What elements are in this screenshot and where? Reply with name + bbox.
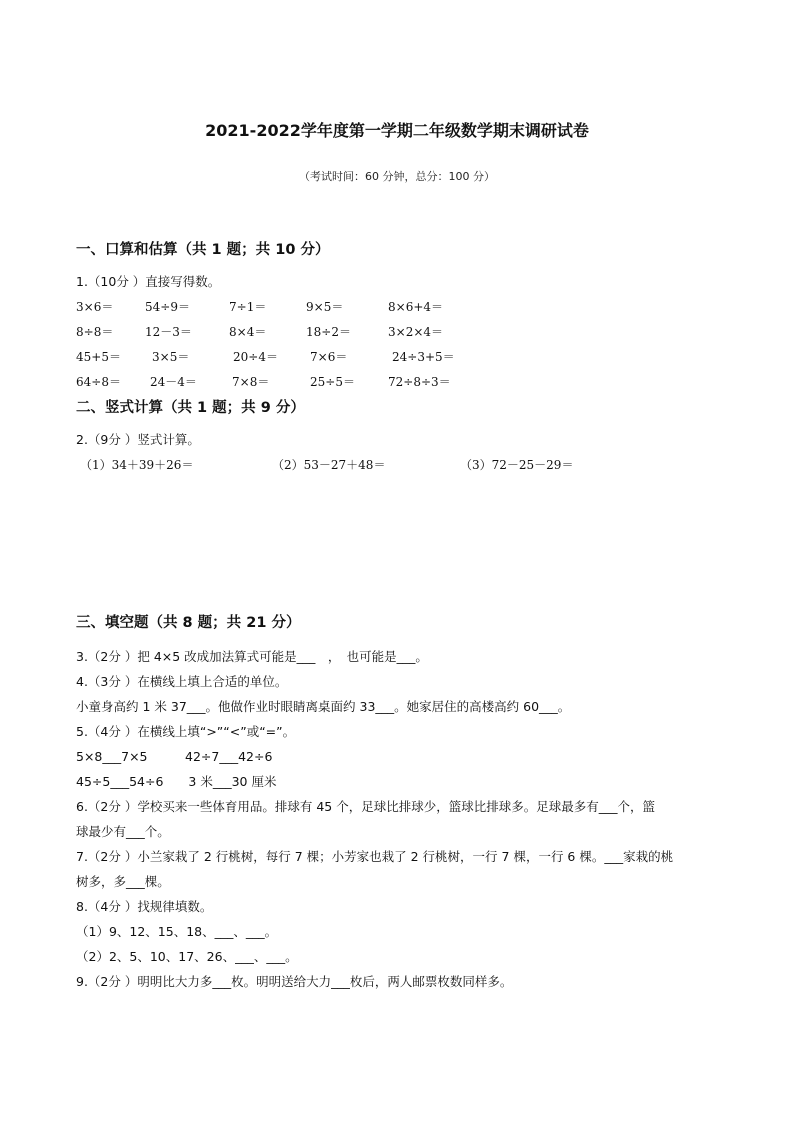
math-problem: 45+5＝ [76, 350, 121, 364]
fill-line: （1）9、12、15、18、___、___。 [76, 924, 278, 939]
math-problem: 20÷4＝ [233, 350, 278, 364]
math-problem: 8×6+4＝ [388, 300, 444, 314]
fill-line: 球最少有___个。 [76, 824, 170, 839]
math-problem: 3×5＝ [152, 350, 190, 364]
fill-line: 7.（2分 ）小兰家栽了 2 行桃树，每行 7 棵；小芳家也栽了 2 行桃树，一行 7 棵，一行 6 棵。___家栽的桃 [76, 849, 674, 864]
section-heading-1: 一、口算和估算（共 1 题；共 10 分） [76, 242, 330, 258]
fill-line: 树多，多___棵。 [76, 874, 170, 889]
fill-line: 3.（2分 ）把 4×5 改成加法算式可能是___ ， 也可能是___。 [76, 649, 428, 664]
section-heading-3: 三、填空题（共 8 题；共 21 分） [76, 615, 301, 631]
fill-line: 9.（2分 ）明明比大力多___枚。明明送给大力___枚后，两人邮票枚数同样多。 [76, 974, 513, 989]
question-2-prompt: 2.（9分 ）竖式计算。 [76, 432, 200, 447]
section-heading-2: 二、竖式计算（共 1 题；共 9 分） [76, 400, 305, 416]
math-problem: 3×6＝ [76, 300, 114, 314]
math-problem: 9×5＝ [306, 300, 344, 314]
math-problem: 8÷8＝ [76, 325, 114, 339]
fill-line: 小童身高约 1 米 37___。他做作业时眼睛离桌面约 33___。她家居住的高楼高约 60___。 [76, 699, 571, 714]
math-problem: 64÷8＝ [76, 375, 121, 389]
fill-line: 5.（4分 ）在横线上填“>”“<”或“=”。 [76, 724, 296, 739]
page-title: 2021-2022学年度第一学期二年级数学期末调研试卷 [205, 121, 589, 140]
math-problem: 24－4＝ [150, 375, 197, 389]
vertical-calc-item-3: （3）72－25－29＝ [460, 458, 574, 472]
vertical-calc-item-2: （2）53－27＋48＝ [272, 458, 386, 472]
question-1-prompt: 1.（10分 ）直接写得数。 [76, 274, 221, 289]
math-problem: 12－3＝ [145, 325, 192, 339]
math-problem: 7×8＝ [232, 375, 270, 389]
fill-line: （2）2、5、10、17、26、___、___。 [76, 949, 298, 964]
fill-line: 6.（2分 ）学校买来一些体育用品。排球有 45 个，足球比排球少，篮球比排球多。足球最多有___个，篮 [76, 799, 655, 814]
math-problem: 25÷5＝ [310, 375, 355, 389]
math-problem: 3×2×4＝ [388, 325, 444, 339]
exam-info: （考试时间：60 分钟，总分：100 分） [299, 170, 495, 183]
fill-line: 5×8___7×5 42÷7___42÷6 [76, 749, 273, 764]
fill-line: 4.（3分 ）在横线上填上合适的单位。 [76, 674, 288, 689]
fill-line: 45÷5___54÷6 3 米___30 厘米 [76, 774, 277, 789]
math-problem: 54÷9＝ [145, 300, 190, 314]
fill-line: 8.（4分 ）找规律填数。 [76, 899, 213, 914]
math-problem: 72÷8÷3＝ [388, 375, 451, 389]
math-problem: 7×6＝ [310, 350, 348, 364]
math-problem: 7÷1＝ [229, 300, 267, 314]
vertical-calc-item-1: （1）34＋39＋26＝ [80, 458, 194, 472]
math-problem: 8×4＝ [229, 325, 267, 339]
math-problem: 18÷2＝ [306, 325, 351, 339]
math-problem: 24÷3+5＝ [392, 350, 455, 364]
